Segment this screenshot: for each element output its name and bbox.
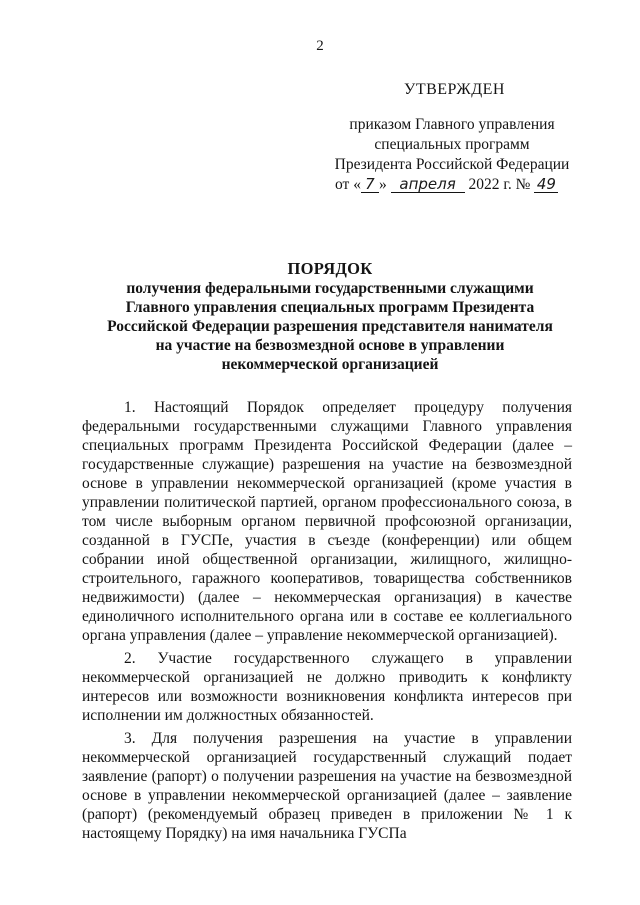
title-line-4: на участие на безвозмездной основе в управлении — [155, 337, 505, 354]
order-day-handwritten: 7 — [361, 177, 379, 193]
paragraph-3: 3. Для получения разрешения на участие в управлении некоммерческой организацией государственный служащий подает заявление (рапорт) о получении разрешения на участие на безвозмездной основе в управлении некоммерческой организацией (далее – заявление (рапорт) (рекомендуемый образец приведен в приложении № 1 к настоящему Порядку) на имя начальника ГУСПа — [82, 730, 572, 842]
approved-heading: УТВЕРЖДЕН — [404, 81, 505, 98]
order-line — [332, 175, 572, 195]
order-mid: » — [378, 176, 387, 193]
title-line-1: получения федеральными государственными служащими — [126, 280, 534, 297]
order-year: 2022 г. № — [468, 176, 531, 193]
order-month-handwritten: апреля — [391, 177, 465, 193]
paragraph-1: 1. Настоящий Порядок определяет процедуру получения федеральными государственными служащими Главного управления специальных программ Президента Российской Федерации (далее – государственные служащие) разрешения на участие на безвозмездной основе в управлении некоммерческой организацией (кроме участия в управлении политической партией, органом профессионального союза, в том числе выборным органом первичной профсоюзной организации, созданной в ГУСПе, участия в съезде (конференции) или общем собрании иной общественной организации, жилищного, жилищно-строительного, гаражного кооперативов, товарищества собственников недвижимости) (далее – некоммерческая организация) в качестве единоличного исполнительного органа или в составе ее коллегиального органа управления (далее – управление некоммерческой организацией). — [82, 399, 572, 644]
page-number: 2 — [316, 38, 324, 54]
paragraph-2: 2. Участие государственного служащего в управлении некоммерческой организацией не должно приводить к конфликту интересов или возможности возникновения конфликта интересов при исполнении им должностных обязанностей. — [82, 650, 572, 724]
order-prefix: от « — [335, 176, 361, 193]
title-line-3: Российской Федерации разрешения представителя нанимателя — [107, 318, 553, 335]
document-body — [82, 398, 572, 847]
title-line-2: Главного управления специальных программ Президента — [125, 299, 535, 316]
approval-stamp — [332, 80, 572, 195]
approval-line-3: Президента Российской Федерации — [334, 156, 570, 173]
approval-line-2: специальных программ — [374, 136, 530, 153]
title-line-5: некоммерческой организацией — [221, 356, 439, 373]
title-heading: ПОРЯДОК — [287, 259, 373, 278]
document-title — [60, 259, 600, 374]
approval-line-1: приказом Главного управления — [349, 116, 555, 133]
order-number-handwritten: 49 — [534, 177, 558, 193]
